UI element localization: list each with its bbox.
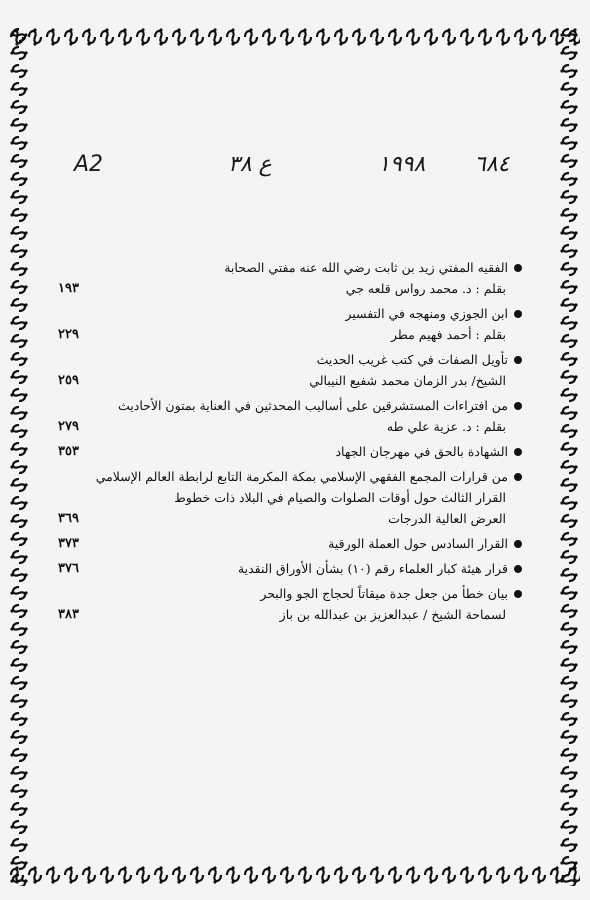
handwritten-code: A2 [74, 152, 104, 177]
entry-title: من قرارات المجمع الفقهي الإسلامي بمكة المكرمة التابع لرابطة العالم الإسلامي [95, 469, 508, 485]
toc-entry [58, 559, 520, 580]
entry-extra: العرض العالية الدرجات [388, 511, 506, 527]
toc-entry [58, 258, 520, 300]
entry-title: الشهادة بالحق في مهرجان الجهاد [335, 444, 508, 460]
bullet-icon [514, 540, 522, 548]
bullet-icon [514, 310, 522, 318]
entry-title: من افتراءات المستشرقين على أساليب المحدثين في العناية بمتون الأحاديث [118, 398, 508, 414]
page-number: ١٩٣ [58, 281, 79, 296]
bullet-icon [514, 565, 522, 573]
entry-title: ابن الجوزي ومنهجه في التفسير [345, 306, 508, 322]
handwritten-annotation [60, 152, 530, 192]
page-number: ٣٧٣ [58, 536, 79, 551]
entry-title: بيان خطأ من جعل جدة ميقاتاً لحجاج الجو والبحر [260, 586, 508, 602]
bullet-icon [514, 448, 522, 456]
entry-title: القرار السادس حول العملة الورقية [328, 536, 508, 552]
page-number: ٣٦٩ [58, 511, 79, 526]
handwritten-number: ٦٨٤ [474, 152, 510, 177]
ornamental-border-left [8, 26, 30, 886]
page-number: ٢٥٩ [58, 373, 79, 388]
bullet-icon [514, 356, 522, 364]
entry-author: بقلم : أحمد فهيم مطر [390, 327, 506, 343]
toc-entry [58, 534, 520, 555]
bullet-icon [514, 264, 522, 272]
entry-author: القرار الثالث حول أوقات الصلوات والصيام في البلاد ذات خطوط [174, 490, 506, 506]
page-number: ٣٧٦ [58, 561, 79, 576]
page-number: ٢٧٩ [58, 419, 79, 434]
entry-author: الشيخ/ بدر الزمان محمد شفيع النيبالي [309, 373, 506, 389]
toc-entry [58, 584, 520, 626]
ornamental-border-right [558, 26, 580, 886]
toc-entry [58, 396, 520, 438]
bullet-icon [514, 590, 522, 598]
ornamental-border-top [8, 26, 580, 48]
toc-entry [58, 442, 520, 463]
page-number: ٣٨٣ [58, 607, 79, 622]
table-of-contents [58, 258, 520, 630]
entry-title: الفقيه المفتي زيد بن ثابت رضي الله عنه مفتي الصحابة [224, 260, 508, 276]
toc-entry [58, 350, 520, 392]
toc-entry [58, 304, 520, 346]
handwritten-year: ١٩٩٨ [378, 152, 426, 177]
ornamental-border-bottom [8, 864, 580, 886]
page-number: ٣٥٣ [58, 444, 79, 459]
bullet-icon [514, 402, 522, 410]
bullet-icon [514, 473, 522, 481]
handwritten-issue: ع ٣٨ [228, 152, 272, 177]
entry-author: بقلم : د. محمد رواس قلعه جي [345, 281, 506, 297]
entry-title: تأويل الصفات في كتب غريب الحديث [316, 352, 508, 368]
toc-entry [58, 467, 520, 530]
page-number: ٢٢٩ [58, 327, 79, 342]
entry-author: بقلم : د. عزية علي طه [386, 419, 506, 435]
entry-author: لسماحة الشيخ / عبدالعزيز بن عبدالله بن باز [279, 607, 506, 623]
entry-title: قرار هيئة كبار العلماء رقم (١٠) بشأن الأوراق النقدية [237, 561, 508, 577]
